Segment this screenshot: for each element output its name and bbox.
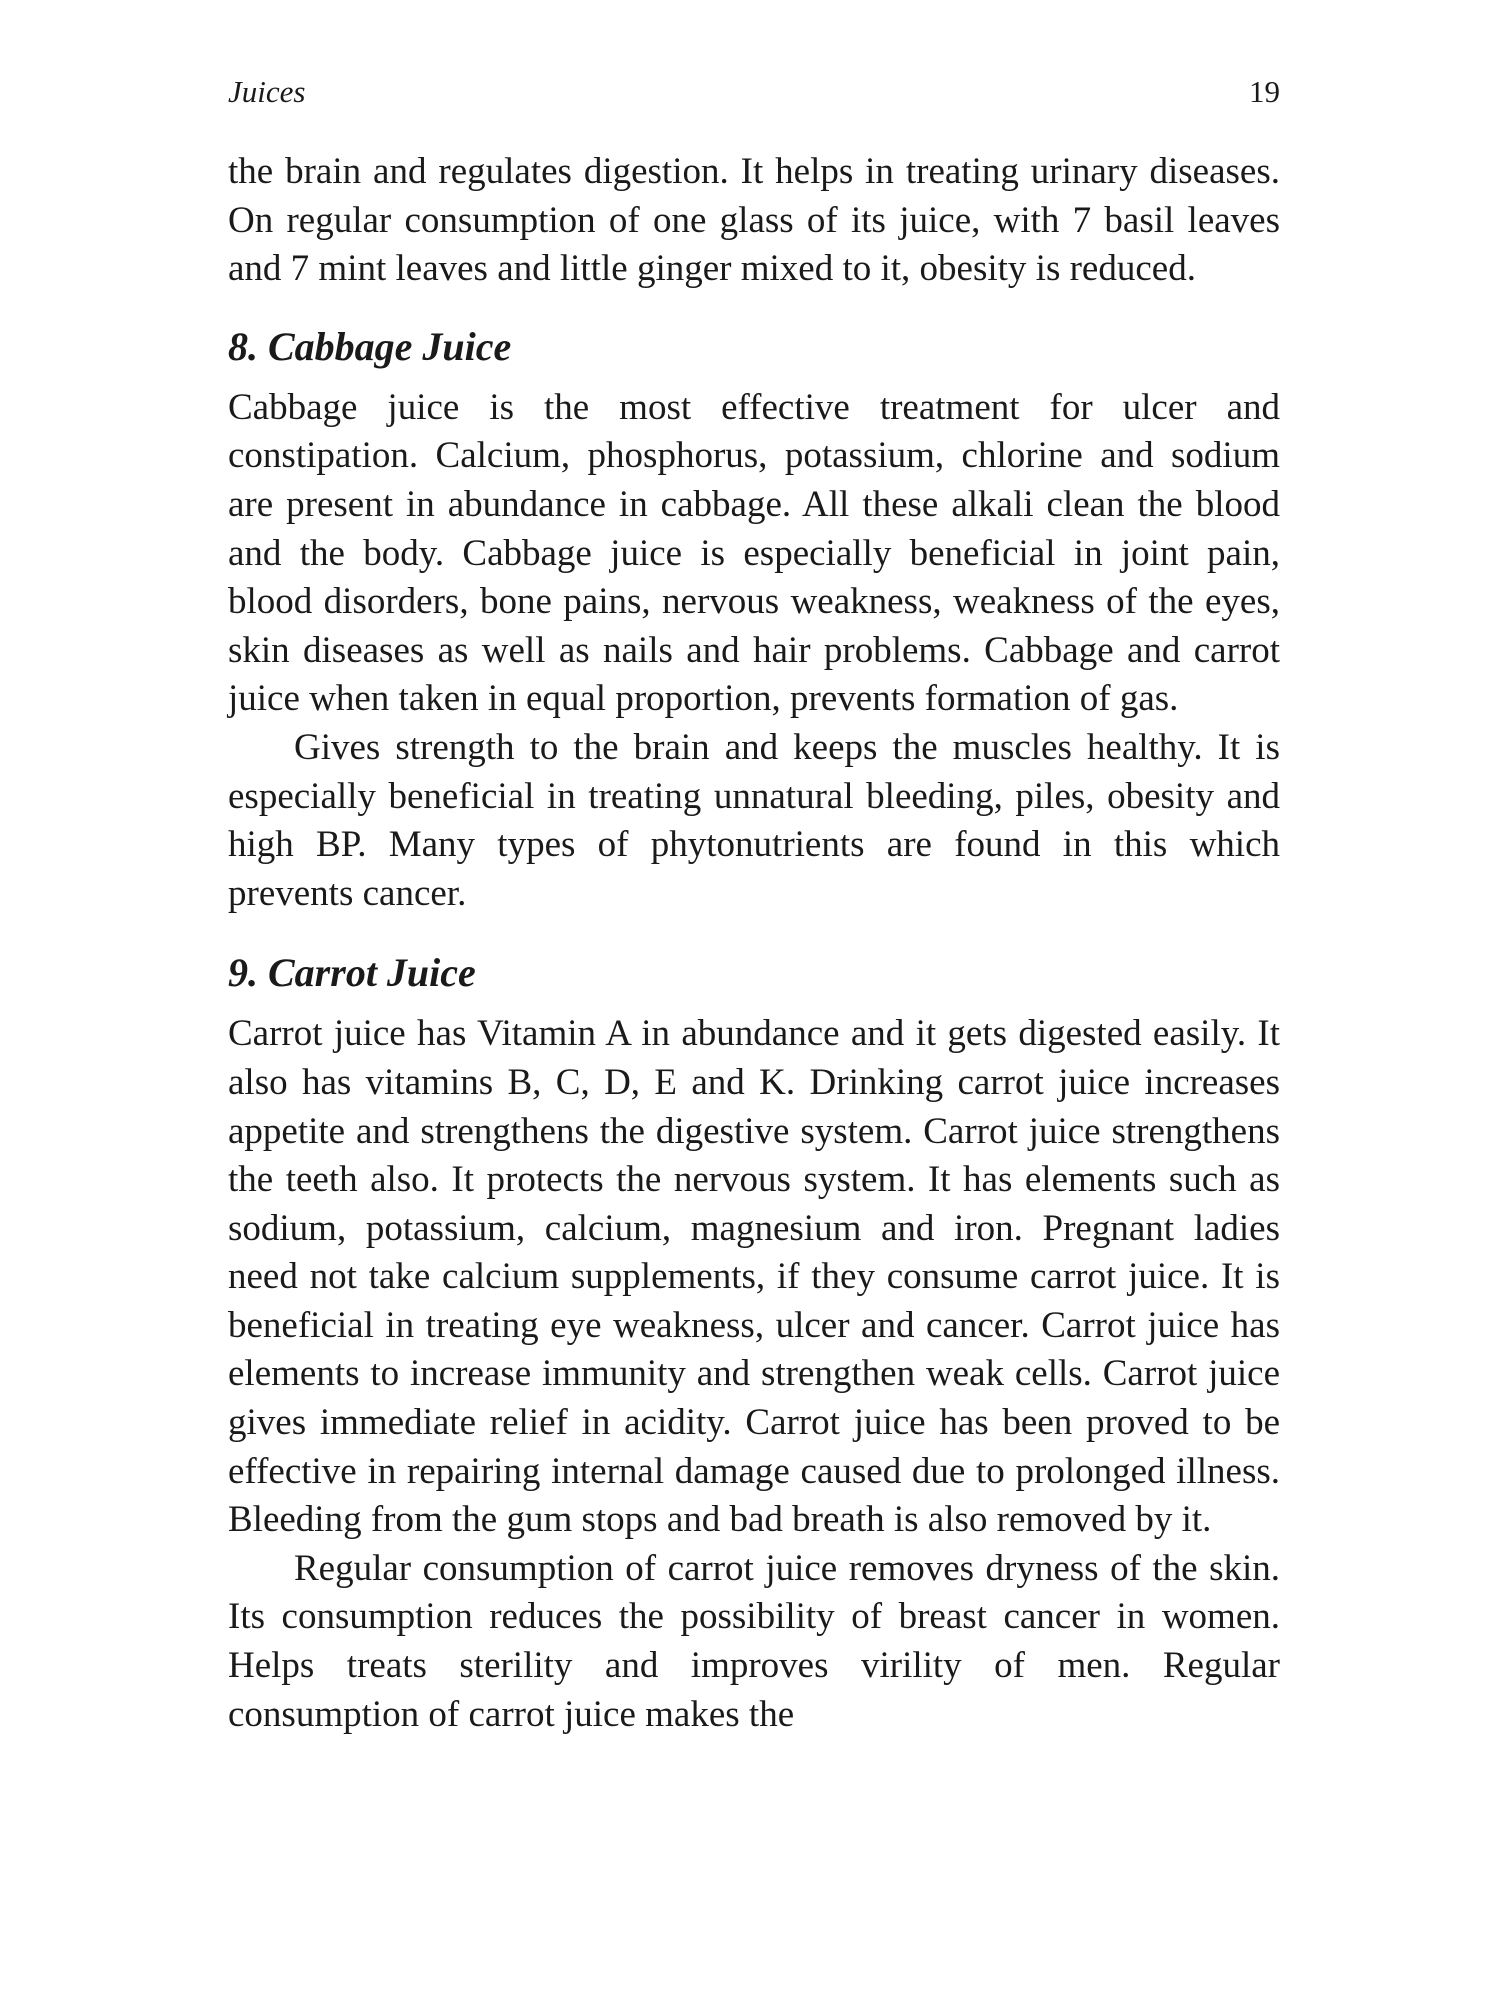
cabbage-paragraph-2: Gives strength to the brain and keeps the muscles healthy. It is especially beneficial in treating unnatural bleeding, piles, obesity and high BP. Many types of phytonutrients are found in this which prevents cancer.	[228, 726, 1280, 914]
cabbage-juice-section	[228, 322, 1280, 919]
carrot-juice-heading: 9. Carrot Juice	[228, 950, 476, 996]
carrot-juice-section	[228, 948, 1280, 1739]
running-head	[228, 72, 1280, 112]
page-body	[228, 148, 1280, 1739]
cabbage-paragraph-1: Cabbage juice is the most effective treatment for ulcer and constipation. Calcium, phosphorus, potassium, chlorine and sodium are present in abundance in cabbage. All these alkali clean the blood and the body. Cabbage juice is especially beneficial in joint pain, blood disorders, bone pains, nervous weakness, weakness of the eyes, skin diseases as well as nails and hair problems. Cabbage and carrot juice when taken in equal proportion, prevents formation of gas.	[228, 386, 1280, 720]
running-title: Juices	[228, 74, 306, 109]
carrot-paragraph-2: Regular consumption of carrot juice removes dryness of the skin. Its consumption reduces the possibility of breast cancer in women. Helps treats sterility and improves virility of men. Regular consumption of carrot juice makes the	[228, 1547, 1280, 1735]
cabbage-juice-heading: 8. Cabbage Juice	[228, 323, 512, 369]
page-number: 19	[1249, 74, 1280, 109]
carrot-paragraph-1: Carrot juice has Vitamin A in abundance and it gets digested easily. It also has vitamins B, C, D, E and K. Drinking carrot juice increases appetite and strengthens the digestive system. Carrot juice strengthens the teeth also. It protects the nervous system. It has elements such as sodium, potassium, calcium, magnesium and iron. Pregnant ladies need not take calcium supplements, if they consume carrot juice. It is beneficial in treating eye weakness, ulcer and cancer. Carrot juice has elements to increase immunity and strengthen weak cells. Carrot juice gives immediate relief in acidity. Carrot juice has been proved to be effective in repairing internal damage caused due to prolonged illness. Bleeding from the gum stops and bad breath is also removed by it.	[228, 1013, 1280, 1541]
intro-paragraph: the brain and regulates digestion. It helps in treating urinary diseases. On regular consumption of one glass of its juice, with 7 basil leaves and 7 mint leaves and little ginger mixed to it, obesity is reduced.	[228, 151, 1280, 290]
